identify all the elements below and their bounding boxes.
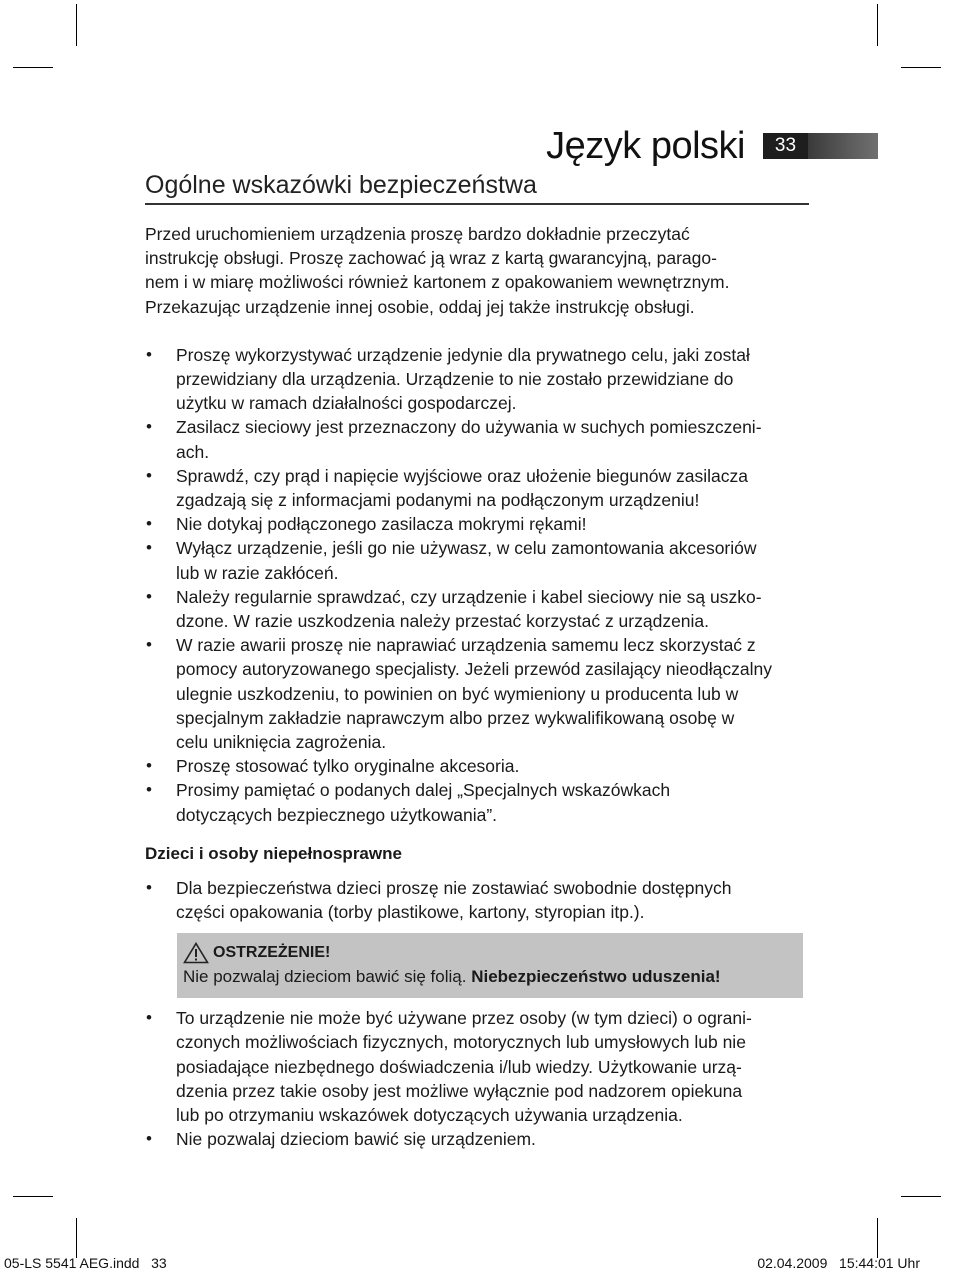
crop-mark <box>76 1218 77 1258</box>
list-item: • Wyłącz urządzenie, jeśli go nie używasz, w celu zamontowania akcesoriów lub w razie zakłóceń. <box>145 536 815 584</box>
page-title: Język polski <box>546 125 745 167</box>
warning-emphasis: Niebezpieczeństwo uduszenia! <box>471 967 721 987</box>
warning-header <box>183 941 803 965</box>
safety-list <box>145 343 815 827</box>
list-item: • Należy regularnie sprawdzać, czy urządzenie i kabel sieciowy nie są uszko- dzone. W razie uszkodzenia należy przestać korzystać z urządzenia. <box>145 585 815 633</box>
crop-mark <box>901 1196 941 1197</box>
list-item: • Prosimy pamiętać o podanych dalej „Specjalnych wskazówkach dotyczących bezpiecznego użytkowania”. <box>145 778 815 826</box>
section-rule <box>145 203 809 205</box>
children-list-continued <box>145 1006 815 1151</box>
footer-file-info: 05-LS 5541 AEG.indd 33 <box>4 1255 167 1271</box>
subsection-heading: Dzieci i osoby niepełnosprawne <box>145 843 402 863</box>
list-item: • Sprawdź, czy prąd i napięcie wyjściowe oraz ułożenie biegunów zasilacza zgadzają się z informacjami podanymi na podłączonym urządzeniu! <box>145 464 815 512</box>
list-item: • Proszę stosować tylko oryginalne akcesoria. <box>145 754 815 778</box>
footer-timestamp: 02.04.2009 15:44:01 Uhr <box>757 1255 920 1271</box>
crop-mark <box>877 4 878 46</box>
warning-box <box>177 933 803 998</box>
list-item: • Nie pozwalaj dzieciom bawić się urządzeniem. <box>145 1127 815 1151</box>
children-list <box>145 876 815 924</box>
warning-text <box>183 965 803 989</box>
intro-paragraph: Przed uruchomieniem urządzenia proszę bardzo dokładnie przeczytać instrukcję obsługi. Proszę zachować ją wraz z kartą gwarancyjną, parago- nem i w miarę możliwości również kartonem z opakowaniem wewnętrznym. Przekazując urządzenie innej osobie, oddaj jej także instrukcję obsługi. <box>145 224 730 317</box>
body-content <box>145 222 815 1152</box>
page-number: 33 <box>763 133 808 159</box>
warning-triangle-icon <box>183 942 209 964</box>
list-item: • To urządzenie nie może być używane przez osoby (w tym dzieci) o ograni- czonych możliwościach fizycznych, motorycznych lub umysłowych lub nie posiadające niezbędnego doświadczenia i/lub wiedzy. Użytkowanie urzą- dzenia przez takie osoby jest możliwe wyłącznie pod nadzorem opiekuna lub po otrzymaniu wskazówek dotyczących używania urządzenia. <box>145 1006 815 1127</box>
warning-message: Nie pozwalaj dzieciom bawić się folią. <box>183 967 472 987</box>
section-title: Ogólne wskazówki bezpieczeństwa <box>145 171 537 199</box>
page-number-bar <box>808 133 878 159</box>
crop-mark <box>901 67 941 68</box>
list-item: • Proszę wykorzystywać urządzenie jedynie dla prywatnego celu, jaki został przewidziany dla urządzenia. Urządzenie to nie zostało przewidziane do użytku w ramach działalności gospodarczej. <box>145 343 815 416</box>
list-item: • Dla bezpieczeństwa dzieci proszę nie zostawiać swobodnie dostępnych części opakowania (torby plastikowe, kartony, styropian itp.). <box>145 876 815 924</box>
list-item: • W razie awarii proszę nie naprawiać urządzenia samemu lecz skorzystać z pomocy autoryzowanego specjalisty. Jeżeli przewód zasilający nieodłączalny ulegnie uszkodzeniu, to powinien on być wymieniony u producenta lub w specjalnym zakładzie naprawczym albo przez wykwalifikowaną osobę w celu uniknięcia zagrożenia. <box>145 633 815 754</box>
crop-mark <box>13 67 53 68</box>
list-item: • Nie dotykaj podłączonego zasilacza mokrymi rękami! <box>145 512 815 536</box>
warning-title: OSTRZEŻENIE! <box>213 944 331 962</box>
crop-mark <box>877 1218 878 1258</box>
crop-mark <box>13 1196 53 1197</box>
crop-mark <box>76 4 77 46</box>
list-item: • Zasilacz sieciowy jest przeznaczony do używania w suchych pomieszczeni- ach. <box>145 415 815 463</box>
